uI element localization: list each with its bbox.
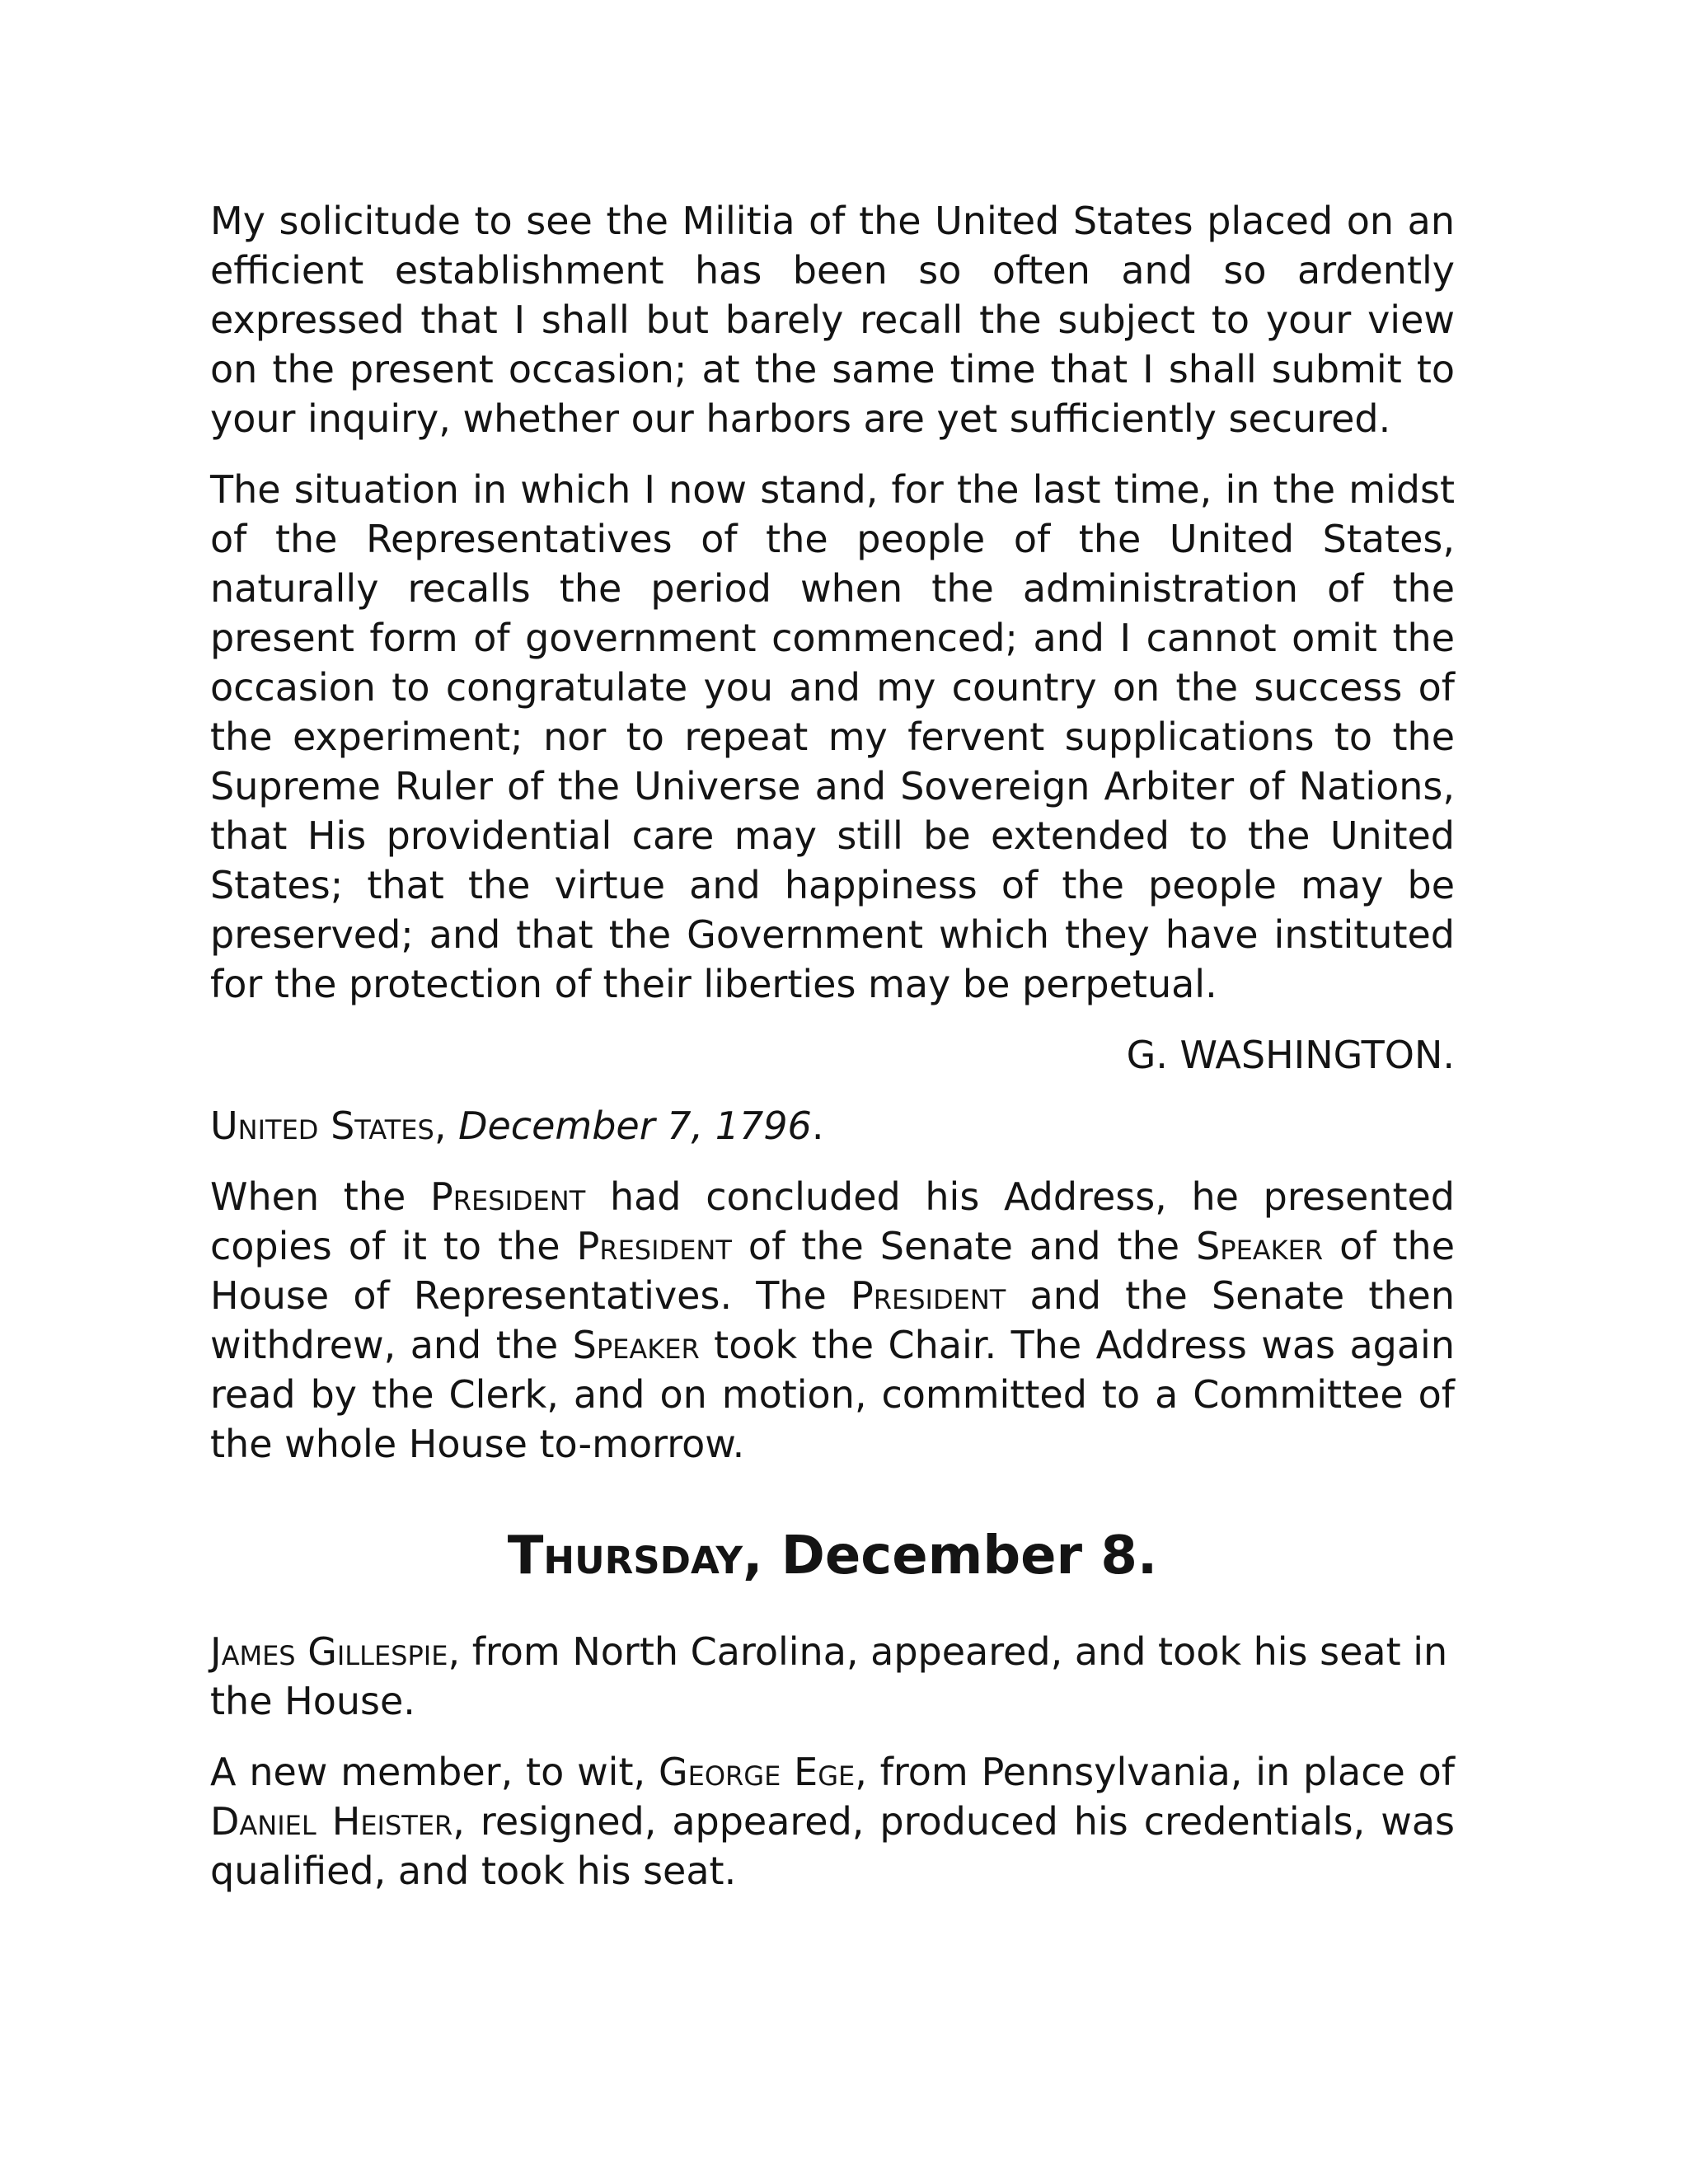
name-president: President — [429, 1174, 586, 1219]
member-name: George Ege — [658, 1750, 856, 1794]
text-run: of the Senate and the — [731, 1224, 1197, 1268]
heading-date: , December 8. — [743, 1526, 1158, 1586]
name-president: President — [576, 1224, 732, 1268]
paragraph-new-member — [210, 1747, 1455, 1896]
member-name: James Gillespie — [210, 1629, 448, 1674]
dateline-end: . — [811, 1104, 824, 1148]
signature: G. WASHINGTON. — [1126, 1033, 1455, 1077]
dateline-separator: , — [434, 1104, 459, 1148]
dateline-date: December 7, 1796 — [458, 1104, 812, 1148]
paragraph-address-concluded — [210, 1172, 1455, 1469]
text-run: A new member, to wit, — [210, 1750, 659, 1794]
text-run: , resigned, appeared, produced his credentials, was qualified, and took his seat. — [210, 1799, 1455, 1893]
section-heading — [210, 1523, 1455, 1589]
text-run: , from North Carolina, appeared, and took his seat in the House. — [210, 1629, 1448, 1723]
text-run: of the House of Representatives. The — [210, 1224, 1455, 1318]
name-president: President — [851, 1273, 1006, 1318]
paragraph-farewell: The situation in which I now stand, for the last time, in the midst of the Representatives of the people of the United States, naturally recalls the period when the administration of the present form of government commenced; and I cannot omit the occasion to congratulate you and my country on the success of the experiment; nor to repeat my fervent supplications to the Supreme Ruler of the Universe and Sovereign Arbiter of Nations, that His providential care may still be extended to the United States; that the virtue and happiness of the people may be preserved; and that the Government which they have instituted for the protection of their liberties may be perpetual. — [210, 467, 1455, 1006]
dateline — [210, 1101, 1455, 1151]
text-run: had concluded his Address, he presented copies of it to the — [210, 1174, 1455, 1268]
member-name: Daniel Heister — [210, 1799, 453, 1844]
paragraph-gillespie — [210, 1627, 1455, 1726]
paragraph-militia: My solicitude to see the Militia of the United States placed on an efficient establishment has been so often and so ardently expressed that I shall but barely recall the subject to your view on the present occasion; at the same time that I shall submit to your inquiry, whether our harbors are yet sufficiently secured. — [210, 199, 1455, 441]
heading-day: Thursday — [507, 1526, 743, 1586]
name-speaker: Speaker — [572, 1323, 700, 1367]
page-content — [210, 196, 1455, 1917]
text-run: and the Senate then withdrew, and the — [210, 1273, 1455, 1367]
text-run: When the — [210, 1174, 430, 1219]
text-run: , from Pennsylvania, in place of — [855, 1750, 1455, 1794]
text-run: took the Chair. The Address was again read by the Clerk, and on motion, committed to a Committee of the whole House to-morrow. — [210, 1323, 1455, 1466]
dateline-place: United States — [210, 1104, 434, 1148]
name-speaker: Speaker — [1196, 1224, 1324, 1268]
